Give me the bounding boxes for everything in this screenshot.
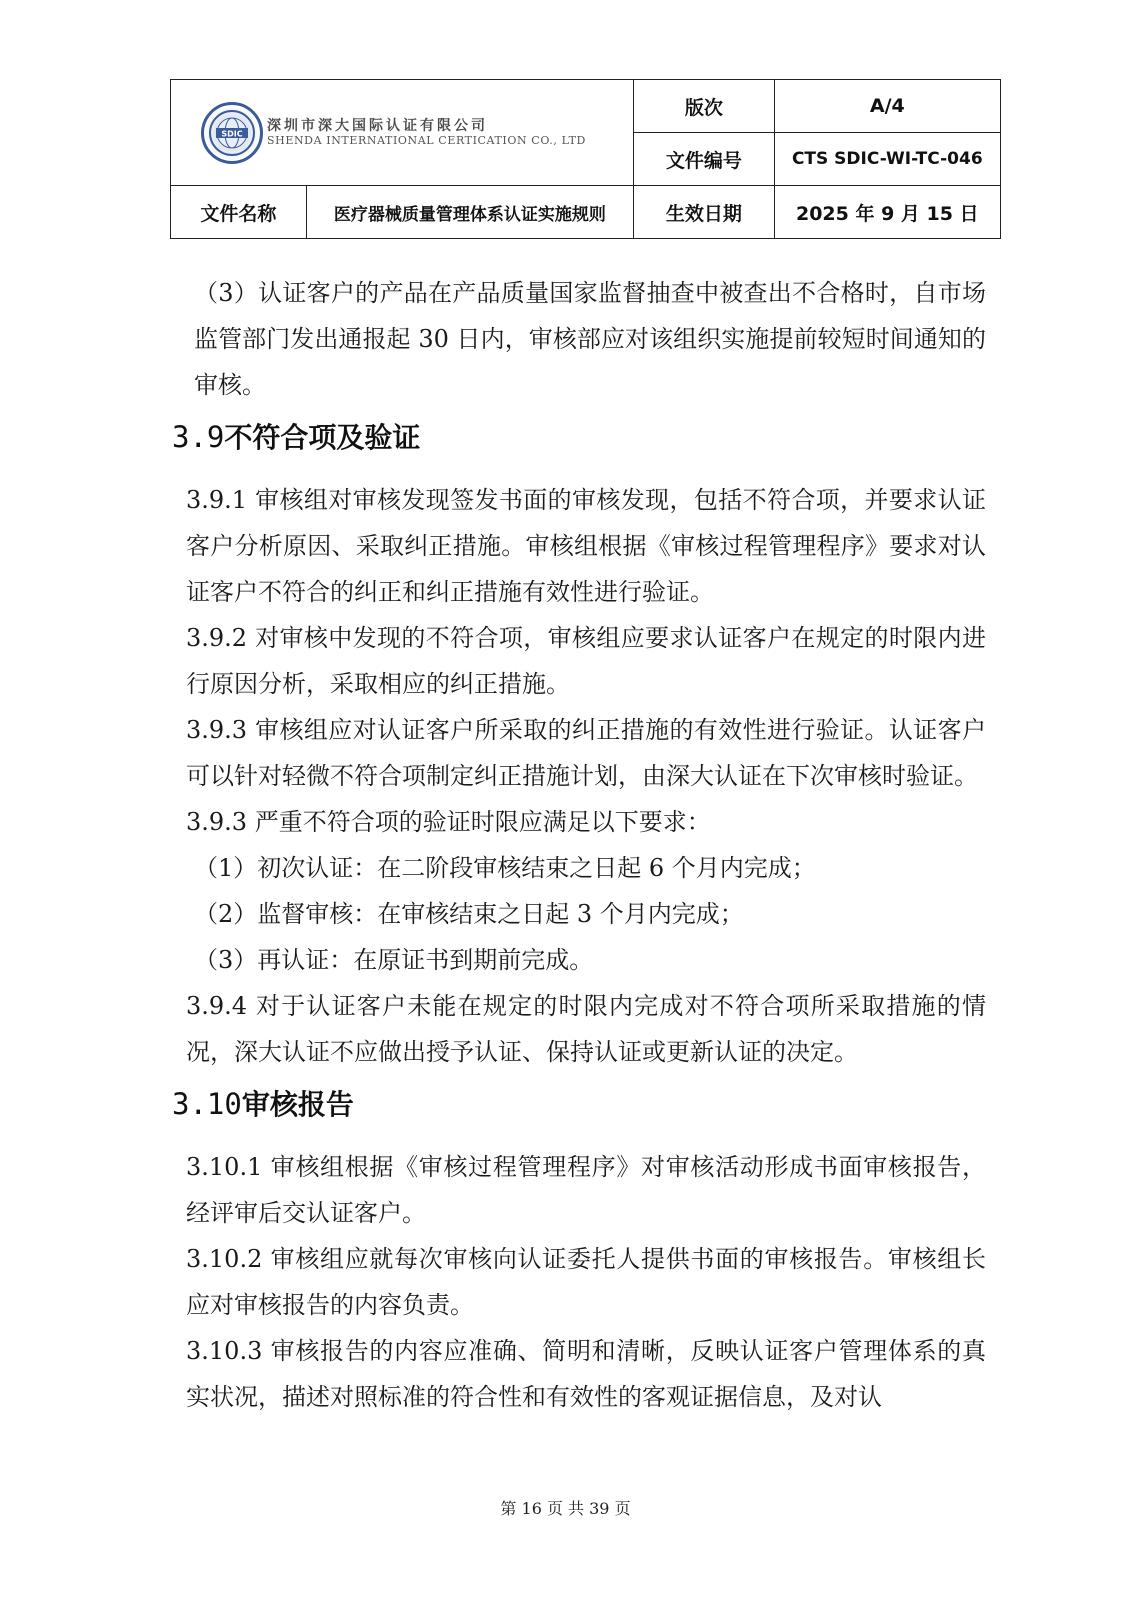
list-item: （3）再认证：在原证书到期前完成。 <box>194 946 594 974</box>
version-label: 版次 <box>634 80 775 133</box>
paragraph-3-9-4: 3.9.4 对于认证客户未能在规定的时限内完成对不符合项所采取措施的情况，深大认证不应做出授予认证、保持认证或更新认证的决定。 <box>186 992 986 1066</box>
section-number: 3.9 <box>172 420 225 454</box>
effective-date-label: 生效日期 <box>634 186 775 239</box>
company-name-cn: 深圳市深大国际认证有限公司 <box>267 117 488 134</box>
company-name-en: SHENDA INTERNATIONAL CERTICATION CO., LTD <box>267 134 586 148</box>
paragraph-3-9-2: 3.9.2 对审核中发现的不符合项，审核组应要求认证客户在规定的时限内进行原因分析，采取相应的纠正措施。 <box>186 624 986 698</box>
doc-number-value: CTS SDIC-WI-TC-046 <box>774 133 1000 186</box>
doc-name-label: 文件名称 <box>171 186 307 239</box>
section-title: 不符合项及验证 <box>224 421 421 454</box>
doc-name-value: 医疗器械质量管理体系认证实施规则 <box>306 186 633 239</box>
paragraph-3-10-2: 3.10.2 审核组应就每次审核向认证委托人提供书面的审核报告。审核组长应对审核报告的内容负责。 <box>186 1245 986 1319</box>
company-logo-icon <box>201 102 263 164</box>
section-heading-3-10 <box>172 1075 986 1134</box>
section-heading-3-9 <box>172 408 986 467</box>
effective-date-value: 2025 年 9 月 15 日 <box>774 186 1000 239</box>
doc-number-label: 文件编号 <box>634 133 775 186</box>
paragraph-item-3: （3）认证客户的产品在产品质量国家监督抽查中被查出不合格时，自市场监管部门发出通报起 30 日内，审核部应对该组织实施提前较短时间通知的审核。 <box>194 279 986 399</box>
document-body <box>172 270 986 1420</box>
paragraph-3-9-3b: 3.9.3 严重不符合项的验证时限应满足以下要求： <box>186 808 711 836</box>
company-logo-cell <box>171 80 634 186</box>
list-item: （1）初次认证：在二阶段审核结束之日起 6 个月内完成； <box>194 854 816 882</box>
document-header-table <box>170 79 1001 239</box>
paragraph-3-10-3: 3.10.3 审核报告的内容应准确、简明和清晰，反映认证客户管理体系的真实状况，描述对照标准的符合性和有效性的客观证据信息，及对认 <box>186 1337 986 1411</box>
version-value: A/4 <box>774 80 1000 133</box>
svg-text:SDIC: SDIC <box>221 129 243 138</box>
paragraph-3-9-3a: 3.9.3 审核组应对认证客户所采取的纠正措施的有效性进行验证。认证客户可以针对轻微不符合项制定纠正措施计划，由深大认证在下次审核时验证。 <box>186 716 986 790</box>
paragraph-3-10-1: 3.10.1 审核组根据《审核过程管理程序》对审核活动形成书面审核报告，经评审后交认证客户。 <box>186 1153 986 1227</box>
list-item: （2）监督审核：在审核结束之日起 3 个月内完成； <box>194 900 744 928</box>
paragraph-3-9-1: 3.9.1 审核组对审核发现签发书面的审核发现，包括不符合项，并要求认证客户分析原因、采取纠正措施。审核组根据《审核过程管理程序》要求对认证客户不符合的纠正和纠正措施有效性进行验证。 <box>186 486 986 606</box>
page-number-footer: 第 16 页 共 39 页 <box>500 1499 631 1518</box>
section-title: 审核报告 <box>241 1088 354 1121</box>
section-number: 3.10 <box>172 1087 242 1121</box>
